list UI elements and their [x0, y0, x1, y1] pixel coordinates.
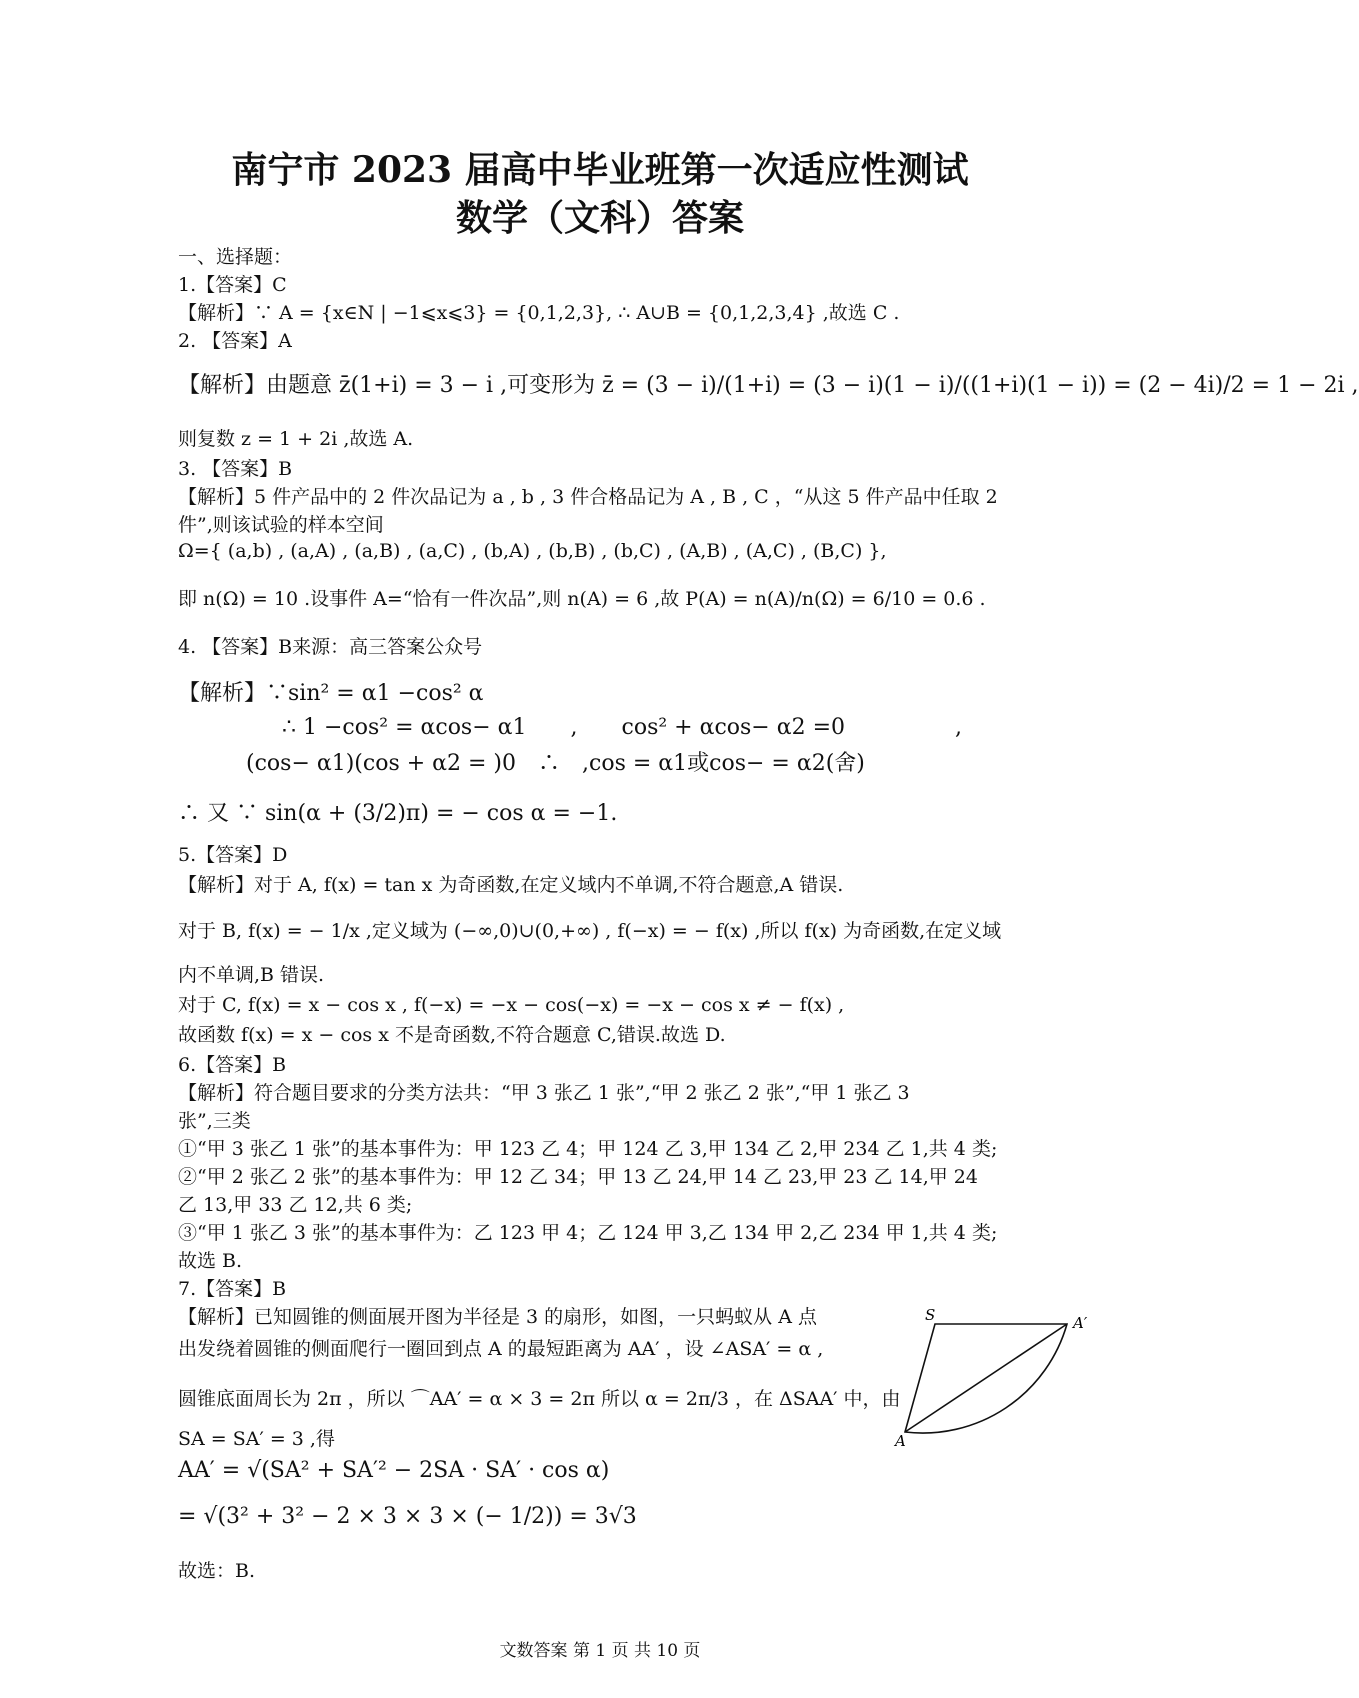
q4-conclusion: ∴ 又 ∵ sin(α + (3/2)π) = − cos α = −1. — [178, 801, 618, 826]
q6-case-2-cont: 乙 13,甲 33 乙 12,共 6 类; — [178, 1194, 413, 1216]
q7-law-of-cosines: AA′ = √(SA² + SA′² − 2SA · SA′ · cos α) — [178, 1458, 610, 1483]
document-title: 南宁市 2023 届高中毕业班第一次适应性测试 — [231, 149, 969, 191]
q6-solution-cont: 张”,三类 — [178, 1110, 251, 1132]
q3-solution: 【解析】5 件产品中的 2 件次品记为 a , b , 3 件合格品记为 A , B , C ，“从这 5 件产品中任取 2 — [178, 486, 998, 508]
q5-answer: 5.【答案】D — [178, 844, 288, 866]
q6-case-3: ③“甲 1 张乙 3 张”的基本事件为：乙 123 甲 4；乙 124 甲 3,乙 134 甲 2,乙 234 甲 1,共 4 类; — [178, 1222, 998, 1244]
q5-option-b-cont: 内不单调,B 错误. — [178, 964, 325, 986]
q4-step1: ∴ 1 −cos² = αcos− α1 , cos² + αcos− α2 =0 , — [282, 715, 963, 740]
q7-conclusion: 故选：B. — [178, 1560, 256, 1582]
q7-solution-cont: 出发绕着圆锥的侧面爬行一圈回到点 A 的最短距离为 AA′ ，设 ∠ASA′ = α , — [178, 1338, 824, 1360]
section-heading: 一、选择题： — [178, 246, 293, 268]
q2-conclusion: 则复数 z = 1 + 2i ,故选 A. — [178, 428, 414, 450]
q7-equal-sides: SA = SA′ = 3 ,得 — [178, 1428, 335, 1450]
q5-option-a: 【解析】对于 A, f(x) = tan x 为奇函数,在定义域内不单调,不符合题意,A 错误. — [178, 874, 844, 896]
q7-solution: 【解析】已知圆锥的侧面展开图为半径是 3 的扇形，如图，一只蚂蚁从 A 点 — [178, 1306, 817, 1328]
q6-case-1: ①“甲 3 张乙 1 张”的基本事件为：甲 123 乙 4；甲 124 乙 3,甲 134 乙 2,甲 234 乙 1,共 4 类; — [178, 1138, 998, 1160]
q3-solution-cont: 件”,则该试验的样本空间 — [178, 514, 384, 536]
label-a-prime: A′ — [1073, 1314, 1088, 1332]
document-subtitle: 数学（文科）答案 — [455, 197, 744, 239]
q3-sample-space: Ω={ (a,b) , (a,A) , (a,B) , (a,C) , (b,A) , (b,B) , (b,C) , (A,B) , (A,C) , (B,C) }, — [178, 540, 887, 562]
q6-solution: 【解析】符合题目要求的分类方法共：“甲 3 张乙 1 张”,“甲 2 张乙 2 张”,“甲 1 张乙 3 — [178, 1082, 910, 1104]
q5-option-b: 对于 B, f(x) = − 1/x ,定义域为 (−∞,0)∪(0,+∞) , f(−x) = − f(x) ,所以 f(x) 为奇函数,在定义域 — [178, 920, 1002, 942]
q5-option-c: 对于 C, f(x) = x − cos x , f(−x) = −x − cos(−x) = −x − cos x ≠ − f(x) , — [178, 994, 845, 1016]
q1-answer: 1.【答案】C — [178, 274, 287, 296]
sector-figure — [895, 1300, 1115, 1450]
page-footer: 文数答案 第 1 页 共 10 页 — [499, 1641, 701, 1661]
q4-answer: 4. 【答案】B来源：高三答案公众号 — [178, 636, 483, 658]
q3-answer: 3. 【答案】B — [178, 458, 293, 480]
q1-solution: 【解析】∵ A = {x∈N | −1⩽x⩽3} = {0,1,2,3}, ∴ A∪B = {0,1,2,3,4} ,故选 C . — [178, 302, 900, 324]
q6-case-2: ②“甲 2 张乙 2 张”的基本事件为：甲 12 乙 34；甲 13 乙 24,甲 14 乙 23,甲 23 乙 14,甲 24 — [178, 1166, 978, 1188]
q7-arc-length: 圆锥底面周长为 2π ，所以 ⌒AA′ = α × 3 = 2π 所以 α = 2π/3 ，在 ΔSAA′ 中，由 — [178, 1388, 901, 1410]
q2-answer: 2. 【答案】A — [178, 330, 292, 352]
q6-answer: 6.【答案】B — [178, 1054, 287, 1076]
q2-solution: 【解析】由题意 z̄(1+i) = 3 − i ,可变形为 z̄ = (3 − i)/(1+i) = (3 − i)(1 − i)/((1+i)(1 − i)) = (2 − 4i)/2 = 1 − 2i , — [178, 373, 1359, 398]
q7-result: = √(3² + 3² − 2 × 3 × 3 × (− 1/2)) = 3√3 — [178, 1504, 637, 1529]
label-s: S — [925, 1306, 936, 1324]
chord-aa-prime — [905, 1324, 1067, 1432]
q5-conclusion: 故函数 f(x) = x − cos x 不是奇函数,不符合题意 C,错误.故选 D. — [178, 1024, 726, 1046]
q4-solution: 【解析】∵sin² = α1 −cos² α — [178, 681, 484, 706]
q4-step2: (cos− α1)(cos + α2 = )0 ∴ ,cos = α1或cos− = α2(舍) — [246, 751, 865, 776]
q7-answer: 7.【答案】B — [178, 1278, 287, 1300]
label-a: A — [895, 1432, 906, 1450]
q3-probability: 即 n(Ω) = 10 .设事件 A=“恰有一件次品”,则 n(A) = 6 ,故 P(A) = n(A)/n(Ω) = 6/10 = 0.6 . — [178, 588, 986, 610]
q6-conclusion: 故选 B. — [178, 1250, 243, 1272]
